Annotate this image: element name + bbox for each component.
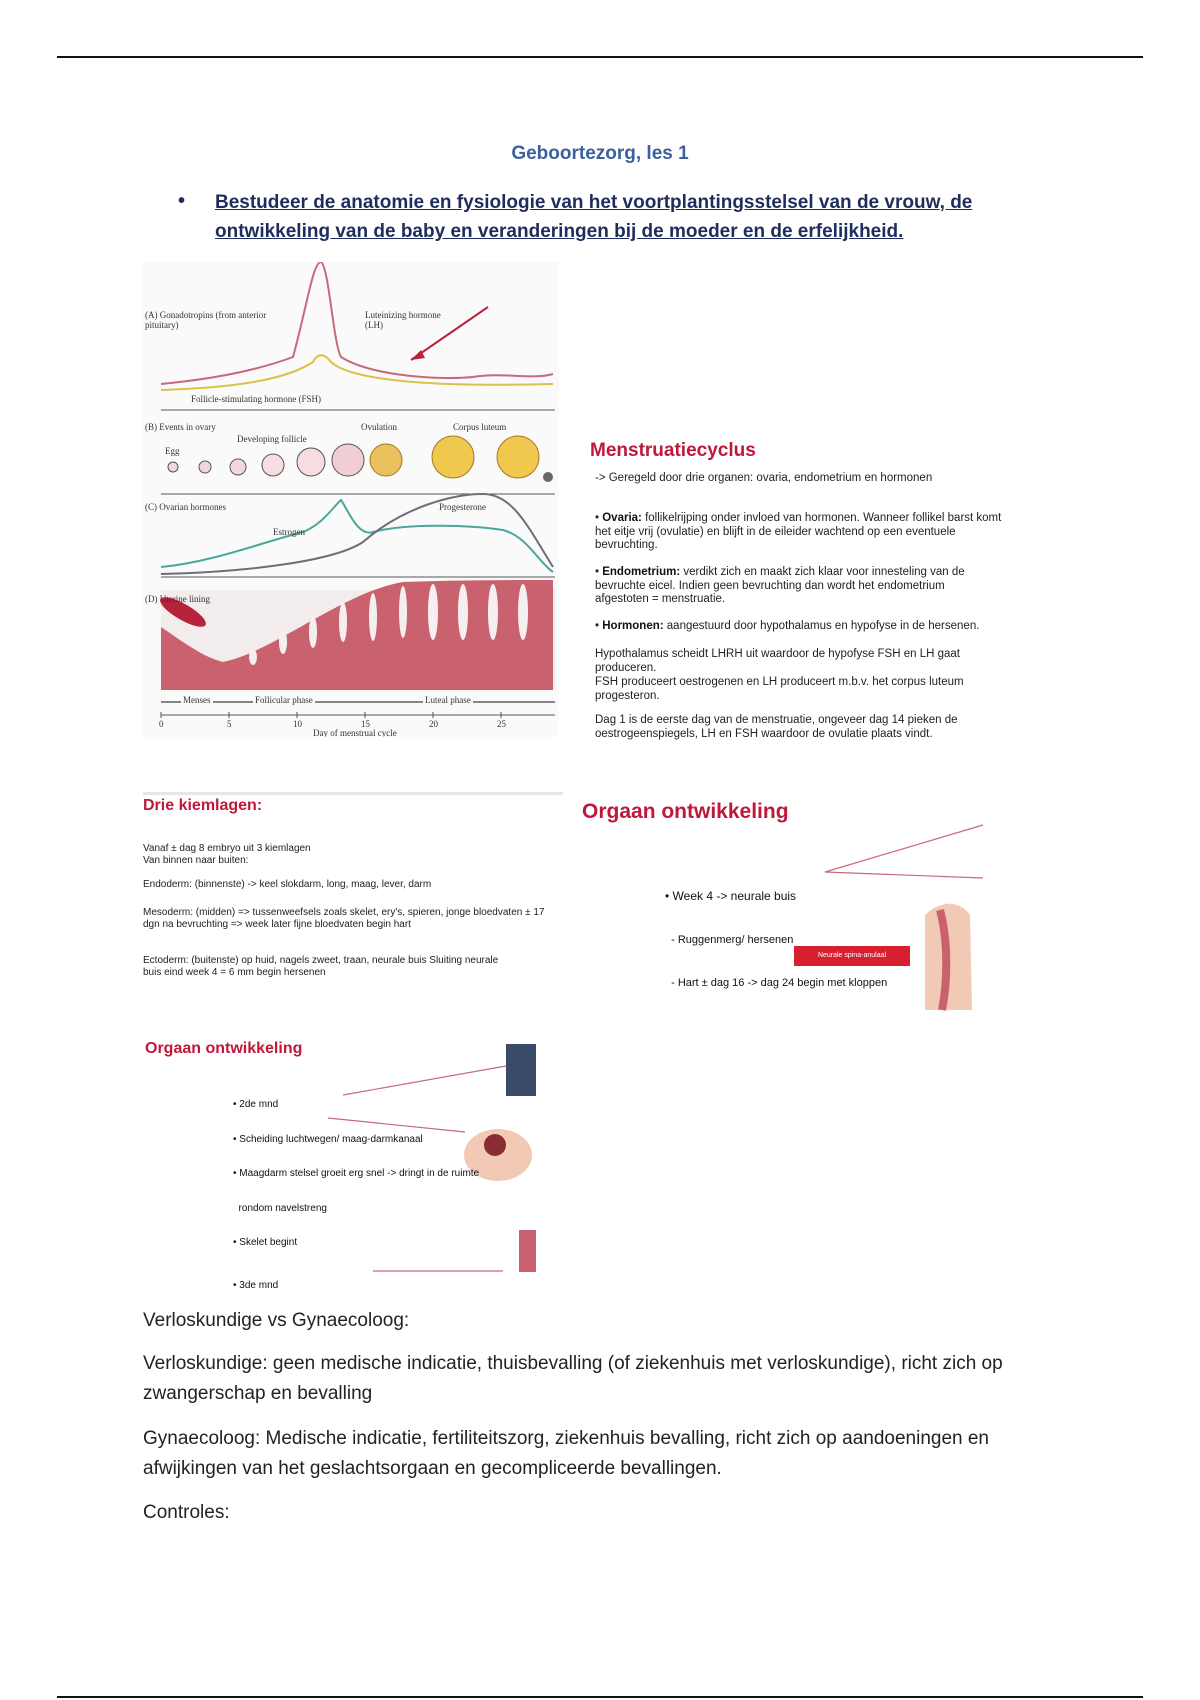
- label-estrogen: Estrogen: [273, 527, 305, 537]
- orgaan2-title: Orgaan ontwikkeling: [145, 1040, 303, 1057]
- label-corpus-luteum: Corpus luteum: [453, 422, 507, 432]
- menstruatie-endometrium: • Endometrium: verdikt zich en maakt zich klaar voor innesteling van de bevruchte eicel. Indien geen bevruchting dan wordt het endometrium afgestoten = menstruatie.: [595, 566, 965, 605]
- kiemlagen-ectoderm: Ectoderm: (buitenste) op huid, nagels zweet, traan, neurale buis Sluiting neurale buis eind week 4 = 6 mm begin hersenen: [143, 955, 499, 978]
- hormonen-fsh: FSH produceert oestrogenen en LH produceert m.b.v. het corpus luteum progesteron.: [595, 676, 964, 702]
- menstruatie-title: Menstruatiecyclus: [590, 440, 756, 461]
- orgaan-slide-2: [143, 1040, 536, 1288]
- paragraph-controles: Controles:: [143, 1502, 230, 1523]
- orgaan1-list: [665, 860, 965, 1015]
- kiemlagen-intro1: Vanaf ± dag 8 embryo uit 3 kiemlagen: [143, 843, 311, 854]
- top-rule: [57, 56, 1143, 58]
- label-ovulation: Ovulation: [361, 422, 397, 432]
- paragraph-verloskundige: Verloskundige: geen medische indicatie, thuisbevalling (of ziekenhuis met verloskundige), richt zich op zwangerschap en bevalling: [143, 1353, 1003, 1404]
- label-lh: Luteinizing hormone (LH): [365, 310, 441, 330]
- hormonen-hypothalamus: Hypothalamus scheidt LHRH uit waardoor de hypofyse FSH en LH gaat produceren.: [595, 648, 960, 674]
- tick-10: 10: [293, 719, 302, 729]
- list-item: • Scheiding luchtwegen/ maag-darmkanaal: [233, 1133, 423, 1145]
- learning-objective: Bestudeer de anatomie en fysiologie van het voortplantingsstelsel van de vrouw, de ontwikkeling van de baby en veranderingen bij de moeder en de erfelijkheid.: [215, 192, 973, 242]
- tick-25: 25: [497, 719, 506, 729]
- tick-15: 15: [361, 719, 370, 729]
- spina-label: Neurale spina-anulaal: [817, 952, 887, 959]
- label-follicular-phase: Follicular phase: [255, 695, 313, 705]
- kiemlagen-slide: [143, 792, 563, 1007]
- page-title: Geboortezorg, les 1: [511, 143, 689, 164]
- label-panel-a: (A) Gonadotropins (from anterior pituitary): [145, 310, 267, 330]
- paragraph-heading: Verloskundige vs Gynaecoloog:: [143, 1310, 410, 1331]
- orgaan-slide-1: [580, 790, 1020, 1015]
- label-developing-follicle: Developing follicle: [237, 434, 307, 444]
- endometrium-label: Endometrium:: [602, 566, 681, 578]
- label-panel-d: (D) Uterine lining: [145, 594, 210, 604]
- label-panel-c: (C) Ovarian hormones: [145, 502, 226, 512]
- tick-5: 5: [227, 719, 232, 729]
- ovaria-label: Ovaria:: [602, 512, 642, 524]
- label-egg: Egg: [165, 446, 180, 456]
- kiemlagen-title: Drie kiemlagen:: [143, 797, 263, 814]
- bullet-icon: •: [178, 190, 186, 212]
- hormonen-label: Hormonen:: [602, 620, 664, 632]
- menstruatie-ovaria: • Ovaria: follikelrijping onder invloed van hormonen. Wanneer follikel barst komt het eitje vrij (ovulatie) en blijft in de eileider wachtend op een eventuele bevruchting.: [595, 512, 1002, 551]
- label-luteal-phase: Luteal phase: [425, 695, 471, 705]
- menstrual-cycle-figure: [143, 262, 559, 737]
- cycle-svg: [143, 262, 559, 737]
- list-item: - Ruggenmerg/ hersenen: [665, 933, 794, 946]
- hormonen-text: aangestuurd door hypothalamus en hypofyse in de hersenen.: [666, 620, 980, 632]
- menstruatie-slide: [585, 428, 1015, 758]
- tick-0: 0: [159, 719, 164, 729]
- label-panel-b: (B) Events in ovary: [145, 422, 216, 432]
- list-item: • 3de mnd: [233, 1279, 279, 1288]
- list-item: - Hart ± dag 16 -> dag 24 begin met kloppen: [665, 977, 888, 989]
- list-item: • Maagdarm stelsel groeit erg snel -> dringt in de ruimte: [233, 1168, 480, 1179]
- label-fsh: Follicle-stimulating hormone (FSH): [191, 394, 321, 404]
- label-menses: Menses: [183, 695, 211, 705]
- endometrium-text: verdikt zich en maakt zich klaar voor innesteling van de bevruchte eicel. Indien geen bevruchting dan wordt het endometrium afgestoten = menstruatie.: [595, 566, 965, 605]
- menstruatie-intro: -> Geregeld door drie organen: ovaria, endometrium en hormonen: [595, 472, 933, 484]
- menstruatie-hormonen: • Hormonen: aangestuurd door hypothalamus en hypofyse in de hersenen.: [595, 620, 980, 632]
- tick-20: 20: [429, 719, 438, 729]
- menstruatie-dag: Dag 1 is de eerste dag van de menstruatie, ongeveer dag 14 pieken de oestrogeenspiegels, LH en FSH waardoor de ovulatie plaats vindt.: [595, 714, 958, 740]
- list-item: rondom navelstreng: [233, 1202, 327, 1214]
- list-item: • 2de mnd: [233, 1099, 279, 1110]
- ovaria-text: follikelrijping onder invloed van hormonen. Wanneer follikel barst komt het eitje vrij (ovulatie) en blijft in de eileider wachtend op een eventuele bevruchting.: [595, 512, 1002, 551]
- label-progesterone: Progesterone: [439, 502, 486, 512]
- kiemlagen-intro2: Van binnen naar buiten:: [143, 855, 249, 866]
- orgaan2-list: [233, 1076, 533, 1288]
- paragraph-gynaecoloog: Gynaecoloog: Medische indicatie, fertiliteitszorg, ziekenhuis bevalling, richt zich op aandoeningen en afwijkingen van het geslachtsorgaan en gecompliceerde bevallingen.: [143, 1428, 990, 1479]
- list-item: • Skelet begint: [233, 1237, 298, 1248]
- axis-label: Day of menstrual cycle: [313, 728, 397, 737]
- list-item: • Week 4 -> neurale buis: [665, 889, 797, 903]
- bottom-rule: [57, 1696, 1143, 1698]
- orgaan1-title: Orgaan ontwikkeling: [582, 800, 789, 823]
- kiemlagen-endoderm: Endoderm: (binnenste) -> keel slokdarm, long, maag, lever, darm: [143, 879, 432, 890]
- kiemlagen-mesoderm: Mesoderm: (midden) => tussenweefsels zoals skelet, ery's, spieren, jonge bloedvaten ± 17 dgn na bevruchting => week later fijne bloedvaten begin hart: [143, 907, 545, 930]
